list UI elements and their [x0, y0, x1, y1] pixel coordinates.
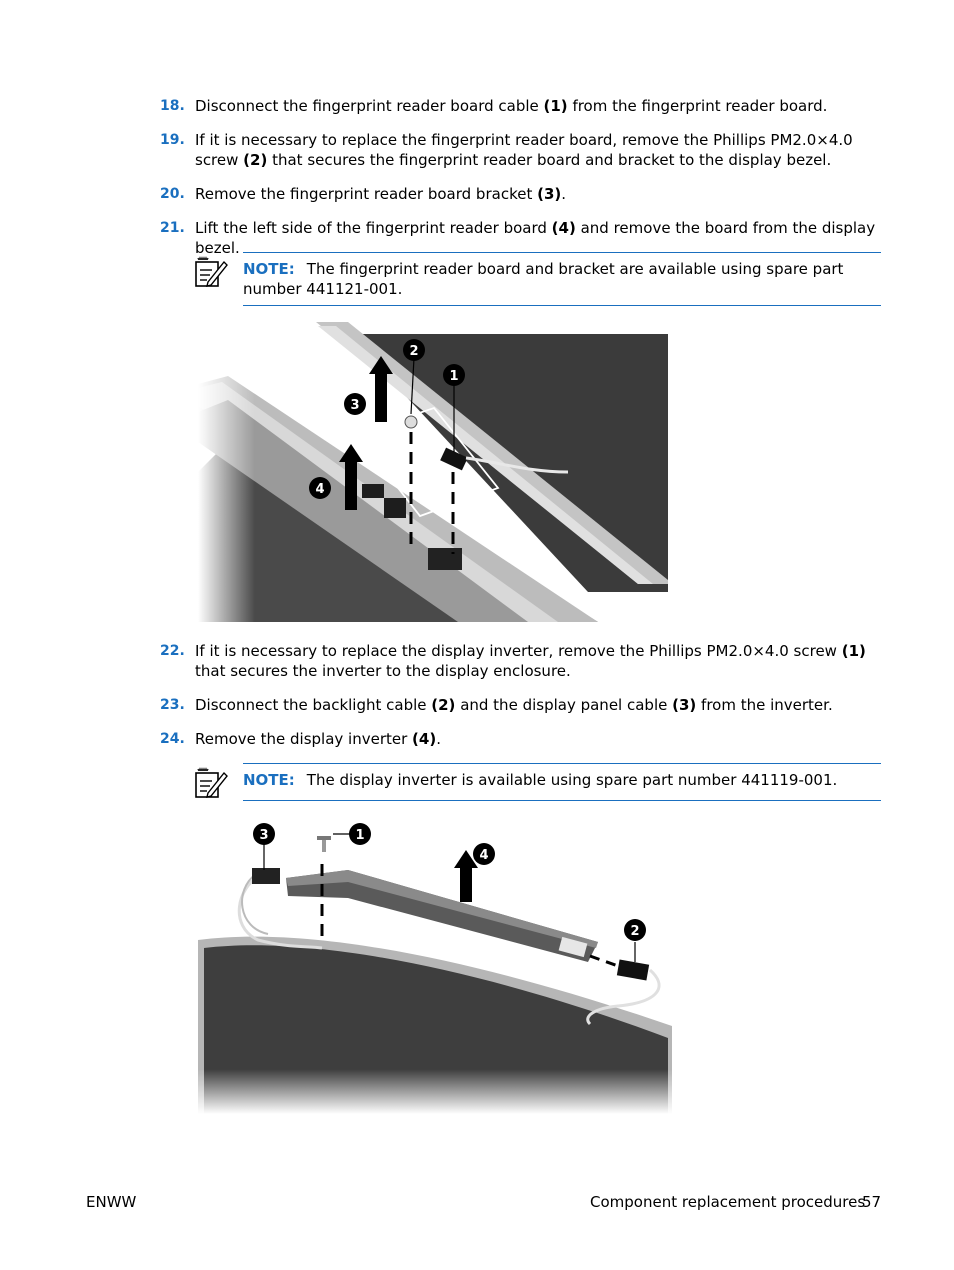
- step-text: If it is necessary to replace the display inverter, remove the Phillips PM2.0×4.0 screw (1) that secures the inverter to the display enclosure.: [195, 642, 866, 680]
- note-text: The fingerprint reader board and bracket are available using spare part number 441121-001.: [243, 260, 844, 298]
- page-number: 57: [862, 1193, 882, 1211]
- callout-ref: (2): [431, 696, 456, 714]
- svg-text:1: 1: [449, 369, 459, 384]
- svg-text:2: 2: [630, 924, 640, 939]
- callout-1: [443, 364, 465, 386]
- step-text: Remove the display inverter (4).: [195, 730, 441, 748]
- step-text: Disconnect the backlight cable (2) and the display panel cable (3) from the inverter.: [195, 696, 833, 714]
- note-text: The display inverter is available using spare part number 441119-001.: [306, 771, 838, 789]
- svg-text:1: 1: [355, 828, 365, 843]
- step-number: 24.: [160, 731, 185, 747]
- step-22: [160, 641, 882, 681]
- callout-4: [473, 843, 495, 865]
- step-text: Disconnect the fingerprint reader board cable (1) from the fingerprint reader board.: [195, 97, 828, 115]
- callout-ref: (3): [672, 696, 697, 714]
- step-number: 20.: [160, 186, 185, 202]
- step-number: 21.: [160, 220, 185, 236]
- step-24: [160, 729, 882, 749]
- svg-text:3: 3: [350, 398, 360, 413]
- step-text: Remove the fingerprint reader board bracket (3).: [195, 185, 567, 203]
- svg-text:4: 4: [315, 482, 325, 497]
- step-18: [160, 96, 882, 116]
- footer-section-title: Component replacement procedures: [590, 1193, 866, 1211]
- callout-4: [309, 477, 331, 499]
- callout-ref: (1): [543, 97, 568, 115]
- svg-text:2: 2: [409, 344, 419, 359]
- figure-display-inverter: [198, 816, 672, 1114]
- note-box: [243, 252, 881, 306]
- callout-ref: (4): [412, 730, 437, 748]
- callout-3: [253, 823, 275, 845]
- note-icon: [194, 767, 228, 799]
- step-19: [160, 130, 882, 170]
- step-23: [160, 695, 882, 715]
- callout-ref: (4): [551, 219, 576, 237]
- callout-ref: (1): [841, 642, 866, 660]
- note-label: NOTE:: [243, 771, 295, 789]
- footer-left: ENWW: [86, 1193, 137, 1211]
- note-box: [243, 763, 881, 801]
- callout-3: [344, 393, 366, 415]
- step-20: [160, 184, 882, 204]
- callout-ref: (2): [243, 151, 268, 169]
- callout-2: [624, 919, 646, 941]
- note-icon: [194, 256, 228, 288]
- step-text: If it is necessary to replace the fingerprint reader board, remove the Phillips PM2.0×4.0 screw (2) that secures the fingerprint reader board and bracket to the display bezel.: [195, 131, 853, 169]
- figure-fingerprint-reader: [198, 322, 672, 622]
- callout-2: [403, 339, 425, 361]
- step-text: Lift the left side of the fingerprint reader board (4) and remove the board from the display bezel.: [195, 219, 876, 257]
- svg-text:4: 4: [479, 848, 489, 863]
- step-number: 19.: [160, 132, 185, 148]
- callout-1: [349, 823, 371, 845]
- callout-ref: (3): [537, 185, 562, 203]
- svg-text:3: 3: [259, 828, 269, 843]
- step-number: 23.: [160, 697, 185, 713]
- step-number: 22.: [160, 643, 185, 659]
- note-label: NOTE:: [243, 260, 295, 278]
- step-number: 18.: [160, 98, 185, 114]
